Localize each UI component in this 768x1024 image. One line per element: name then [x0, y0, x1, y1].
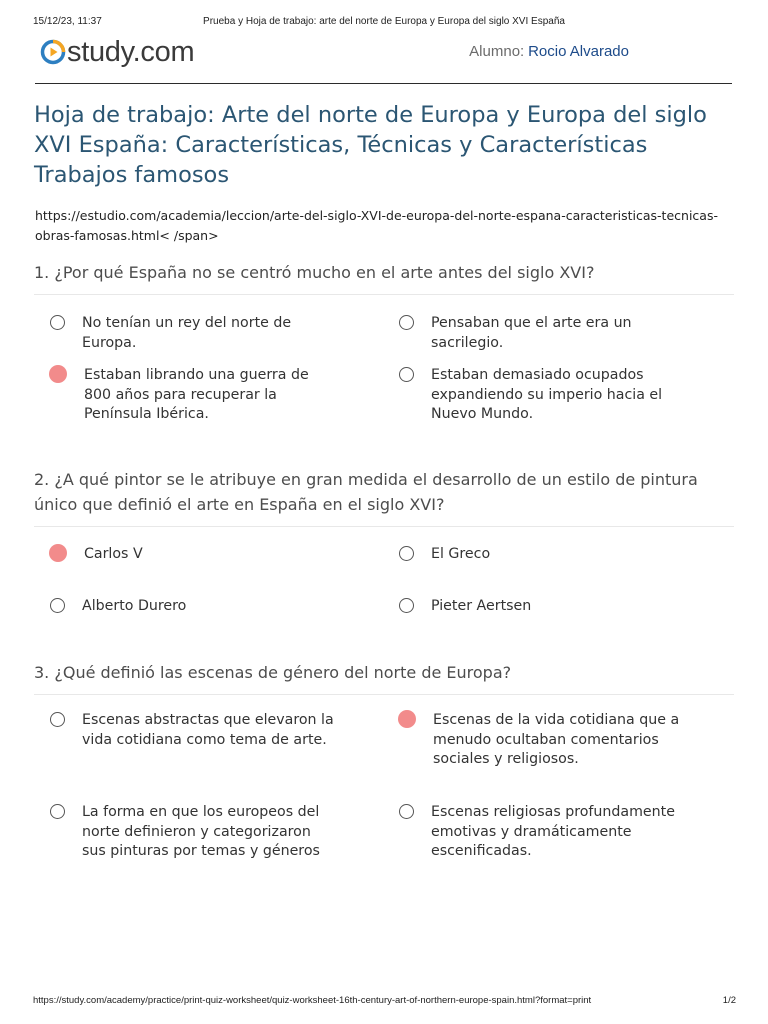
student-name: Rocio Alvarado — [528, 43, 629, 60]
answer-option[interactable] — [383, 711, 683, 770]
answer-text: Estaban demasiado ocupados expandiendo su imperio hacia el Nuevo Mundo. — [431, 367, 663, 422]
radio-button[interactable] — [399, 804, 414, 819]
worksheet-title: Hoja de trabajo: Arte del norte de Europa y Europa del siglo XVI España: Características, Técnicas y Características Trabajos famosos — [34, 102, 707, 188]
radio-button[interactable] — [399, 598, 414, 613]
answer-option[interactable] — [383, 366, 683, 425]
radio-button[interactable] — [50, 598, 65, 613]
answer-text: Estaban librando una guerra de 800 años para recuperar la Península Ibérica. — [84, 367, 309, 422]
question-divider — [34, 294, 734, 295]
student-info — [469, 43, 629, 60]
question-divider — [34, 694, 734, 695]
answer-option[interactable] — [383, 597, 683, 617]
radio-button-selected[interactable] — [398, 710, 416, 728]
answer-text: Alberto Durero — [82, 598, 187, 614]
print-timestamp: 15/12/23, 11:37 — [33, 16, 102, 27]
answer-option[interactable] — [34, 711, 334, 750]
radio-button[interactable] — [50, 315, 65, 330]
answer-option[interactable] — [383, 803, 683, 862]
lesson-url: https://estudio.com/academia/leccion/arte-del-siglo-XVI-de-europa-del-norte-espana-caracteristicas-tecnicas-obras-famosas.html< /span> — [35, 208, 718, 243]
radio-button[interactable] — [399, 546, 414, 561]
radio-button[interactable] — [50, 712, 65, 727]
page-number: 1/2 — [722, 995, 736, 1006]
radio-button-selected[interactable] — [49, 544, 67, 562]
print-footer-url: https://study.com/academy/practice/print-quiz-worksheet/quiz-worksheet-16th-century-art-of-northern-europe-spain.html?format=print — [33, 995, 592, 1006]
study-logo[interactable] — [40, 36, 194, 68]
answer-option[interactable] — [34, 366, 334, 425]
student-label: Alumno: — [469, 43, 525, 60]
radio-button-selected[interactable] — [49, 365, 67, 383]
question-divider — [34, 526, 734, 527]
answer-option[interactable] — [34, 597, 334, 617]
answer-text: Pensaban que el arte era un sacrilegio. — [431, 315, 632, 351]
question-text: 3. ¿Qué definió las escenas de género del norte de Europa? — [34, 663, 512, 682]
print-footer — [0, 995, 768, 1009]
logo-text: study.com — [67, 35, 195, 68]
answer-text: Escenas religiosas profundamente emotivas y dramáticamente escenificadas. — [431, 804, 675, 859]
question-1 — [34, 260, 734, 422]
question-text: 1. ¿Por qué España no se centró mucho en el arte antes del siglo XVI? — [34, 263, 595, 282]
answer-text: La forma en que los europeos del norte definieron y categorizaron sus pinturas por temas y géneros — [82, 804, 320, 859]
answer-option[interactable] — [383, 545, 683, 565]
radio-button[interactable] — [399, 367, 414, 382]
study-play-icon — [40, 39, 66, 65]
answer-text: Escenas abstractas que elevaron la vida cotidiana como tema de arte. — [82, 712, 334, 748]
header-divider — [35, 83, 732, 84]
answer-option[interactable] — [34, 545, 334, 565]
question-3 — [34, 660, 734, 859]
question-2 — [34, 467, 734, 614]
radio-button[interactable] — [50, 804, 65, 819]
answer-text: Escenas de la vida cotidiana que a menudo ocultaban comentarios sociales y religiosos. — [433, 712, 680, 767]
answer-text: No tenían un rey del norte de Europa. — [82, 315, 292, 351]
question-text: 2. ¿A qué pintor se le atribuye en gran medida el desarrollo de un estilo de pintura único que definió el arte en España en el siglo XVI? — [34, 470, 698, 514]
answer-text: Carlos V — [84, 546, 143, 562]
answer-option[interactable] — [383, 314, 683, 353]
answer-option[interactable] — [34, 803, 334, 862]
radio-button[interactable] — [399, 315, 414, 330]
answer-text: El Greco — [431, 546, 491, 562]
print-page-title: Prueba y Hoja de trabajo: arte del norte de Europa y Europa del siglo XVI España — [203, 16, 565, 27]
print-header — [0, 16, 768, 30]
answer-option[interactable] — [34, 314, 334, 353]
answer-text: Pieter Aertsen — [431, 598, 532, 614]
